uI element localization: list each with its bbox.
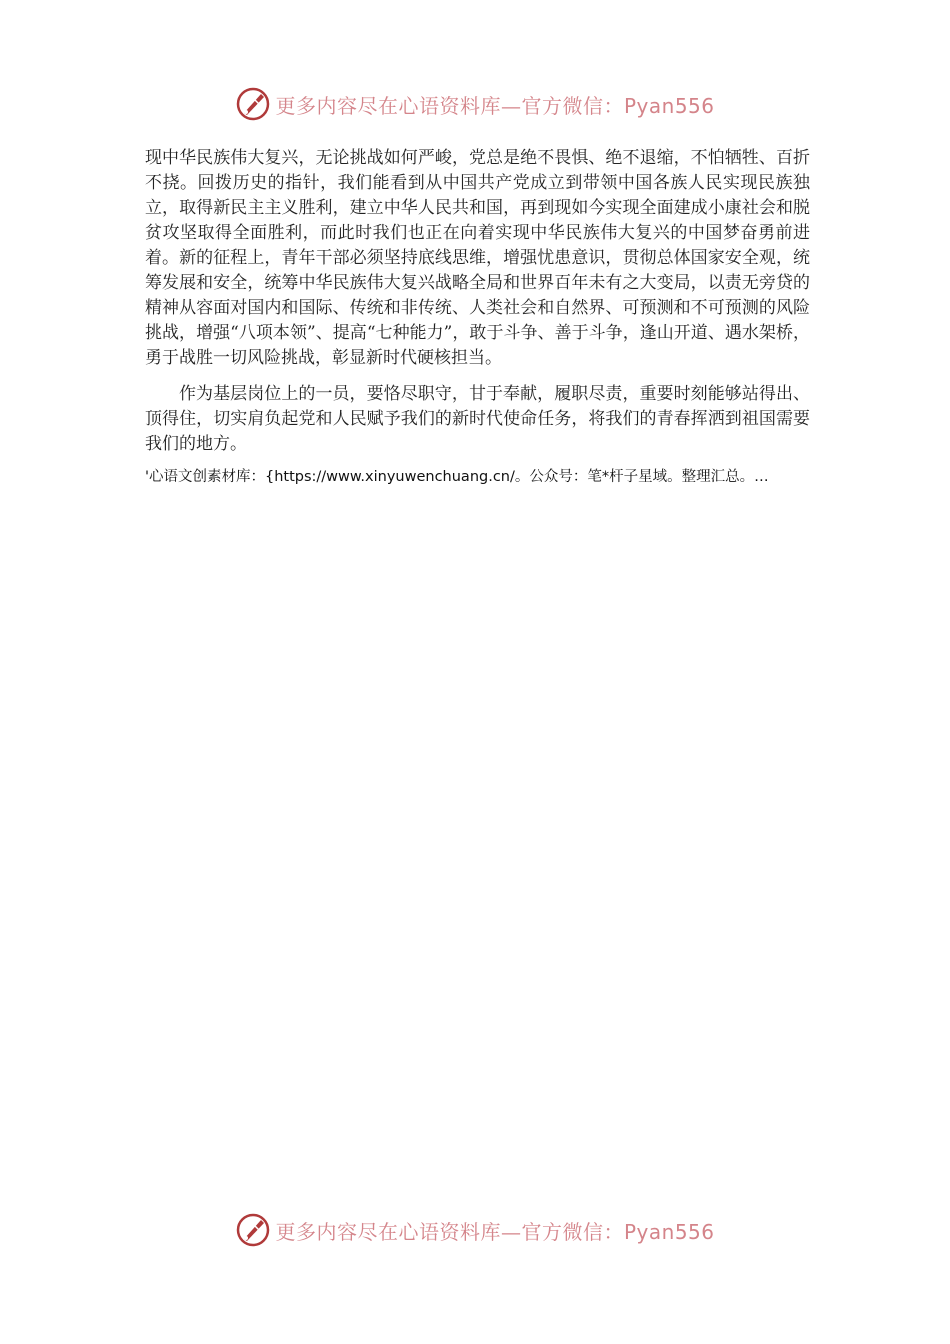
banner-text: 更多内容尽在心语资料库—官方微信：Pyan556: [275, 1219, 715, 1244]
header-banner: [0, 84, 950, 124]
quill-logo-icon: [235, 1212, 271, 1248]
source-note: '心语文创素材库：{https://www.xinyuwenchuang.cn/。公众号：笔*杆子星域。整理汇总。…: [145, 469, 769, 485]
wechat-handle: Pyan556: [623, 93, 715, 118]
document-body: [145, 146, 810, 488]
paragraph: 作为基层岗位上的一员，要恪尽职守，甘于奉献，履职尽责，重要时刻能够站得出、顶得住，切实肩负起党和人民赋予我们的新时代使命任务，将我们的青春挥洒到祖国需要我们的地方。: [145, 384, 810, 454]
wechat-handle: Pyan556: [623, 1219, 715, 1244]
paragraph: 现中华民族伟大复兴，无论挑战如何严峻，党总是绝不畏惧、绝不退缩，不怕牺牲、百折不挠。回拨历史的指针，我们能看到从中国共产党成立到带领中国各族人民实现民族独立，取得新民主主义胜利，建立中华人民共和国，再到现如今实现全面建成小康社会和脱贫攻坚取得全面胜利，而此时我们也正在向着实现中华民族伟大复兴的中国梦奋勇前进着。新的征程上，青年干部必须坚持底线思维，增强忧患意识，贯彻总体国家安全观，统筹发展和安全，统筹中华民族伟大复兴战略全局和世界百年未有之大变局，以责无旁贷的精神从容面对国内和国际、传统和非传统、人类社会和自然界、可预测和不可预测的风险挑战，增强“八项本领”、提高“七种能力”，敢于斗争、善于斗争，逢山开道、遇水架桥，勇于战胜一切风险挑战，彰显新时代硬核担当。: [145, 148, 810, 368]
footer-banner: [0, 1210, 950, 1250]
quill-logo-icon: [235, 86, 271, 122]
banner-text: 更多内容尽在心语资料库—官方微信：Pyan556: [275, 93, 715, 118]
